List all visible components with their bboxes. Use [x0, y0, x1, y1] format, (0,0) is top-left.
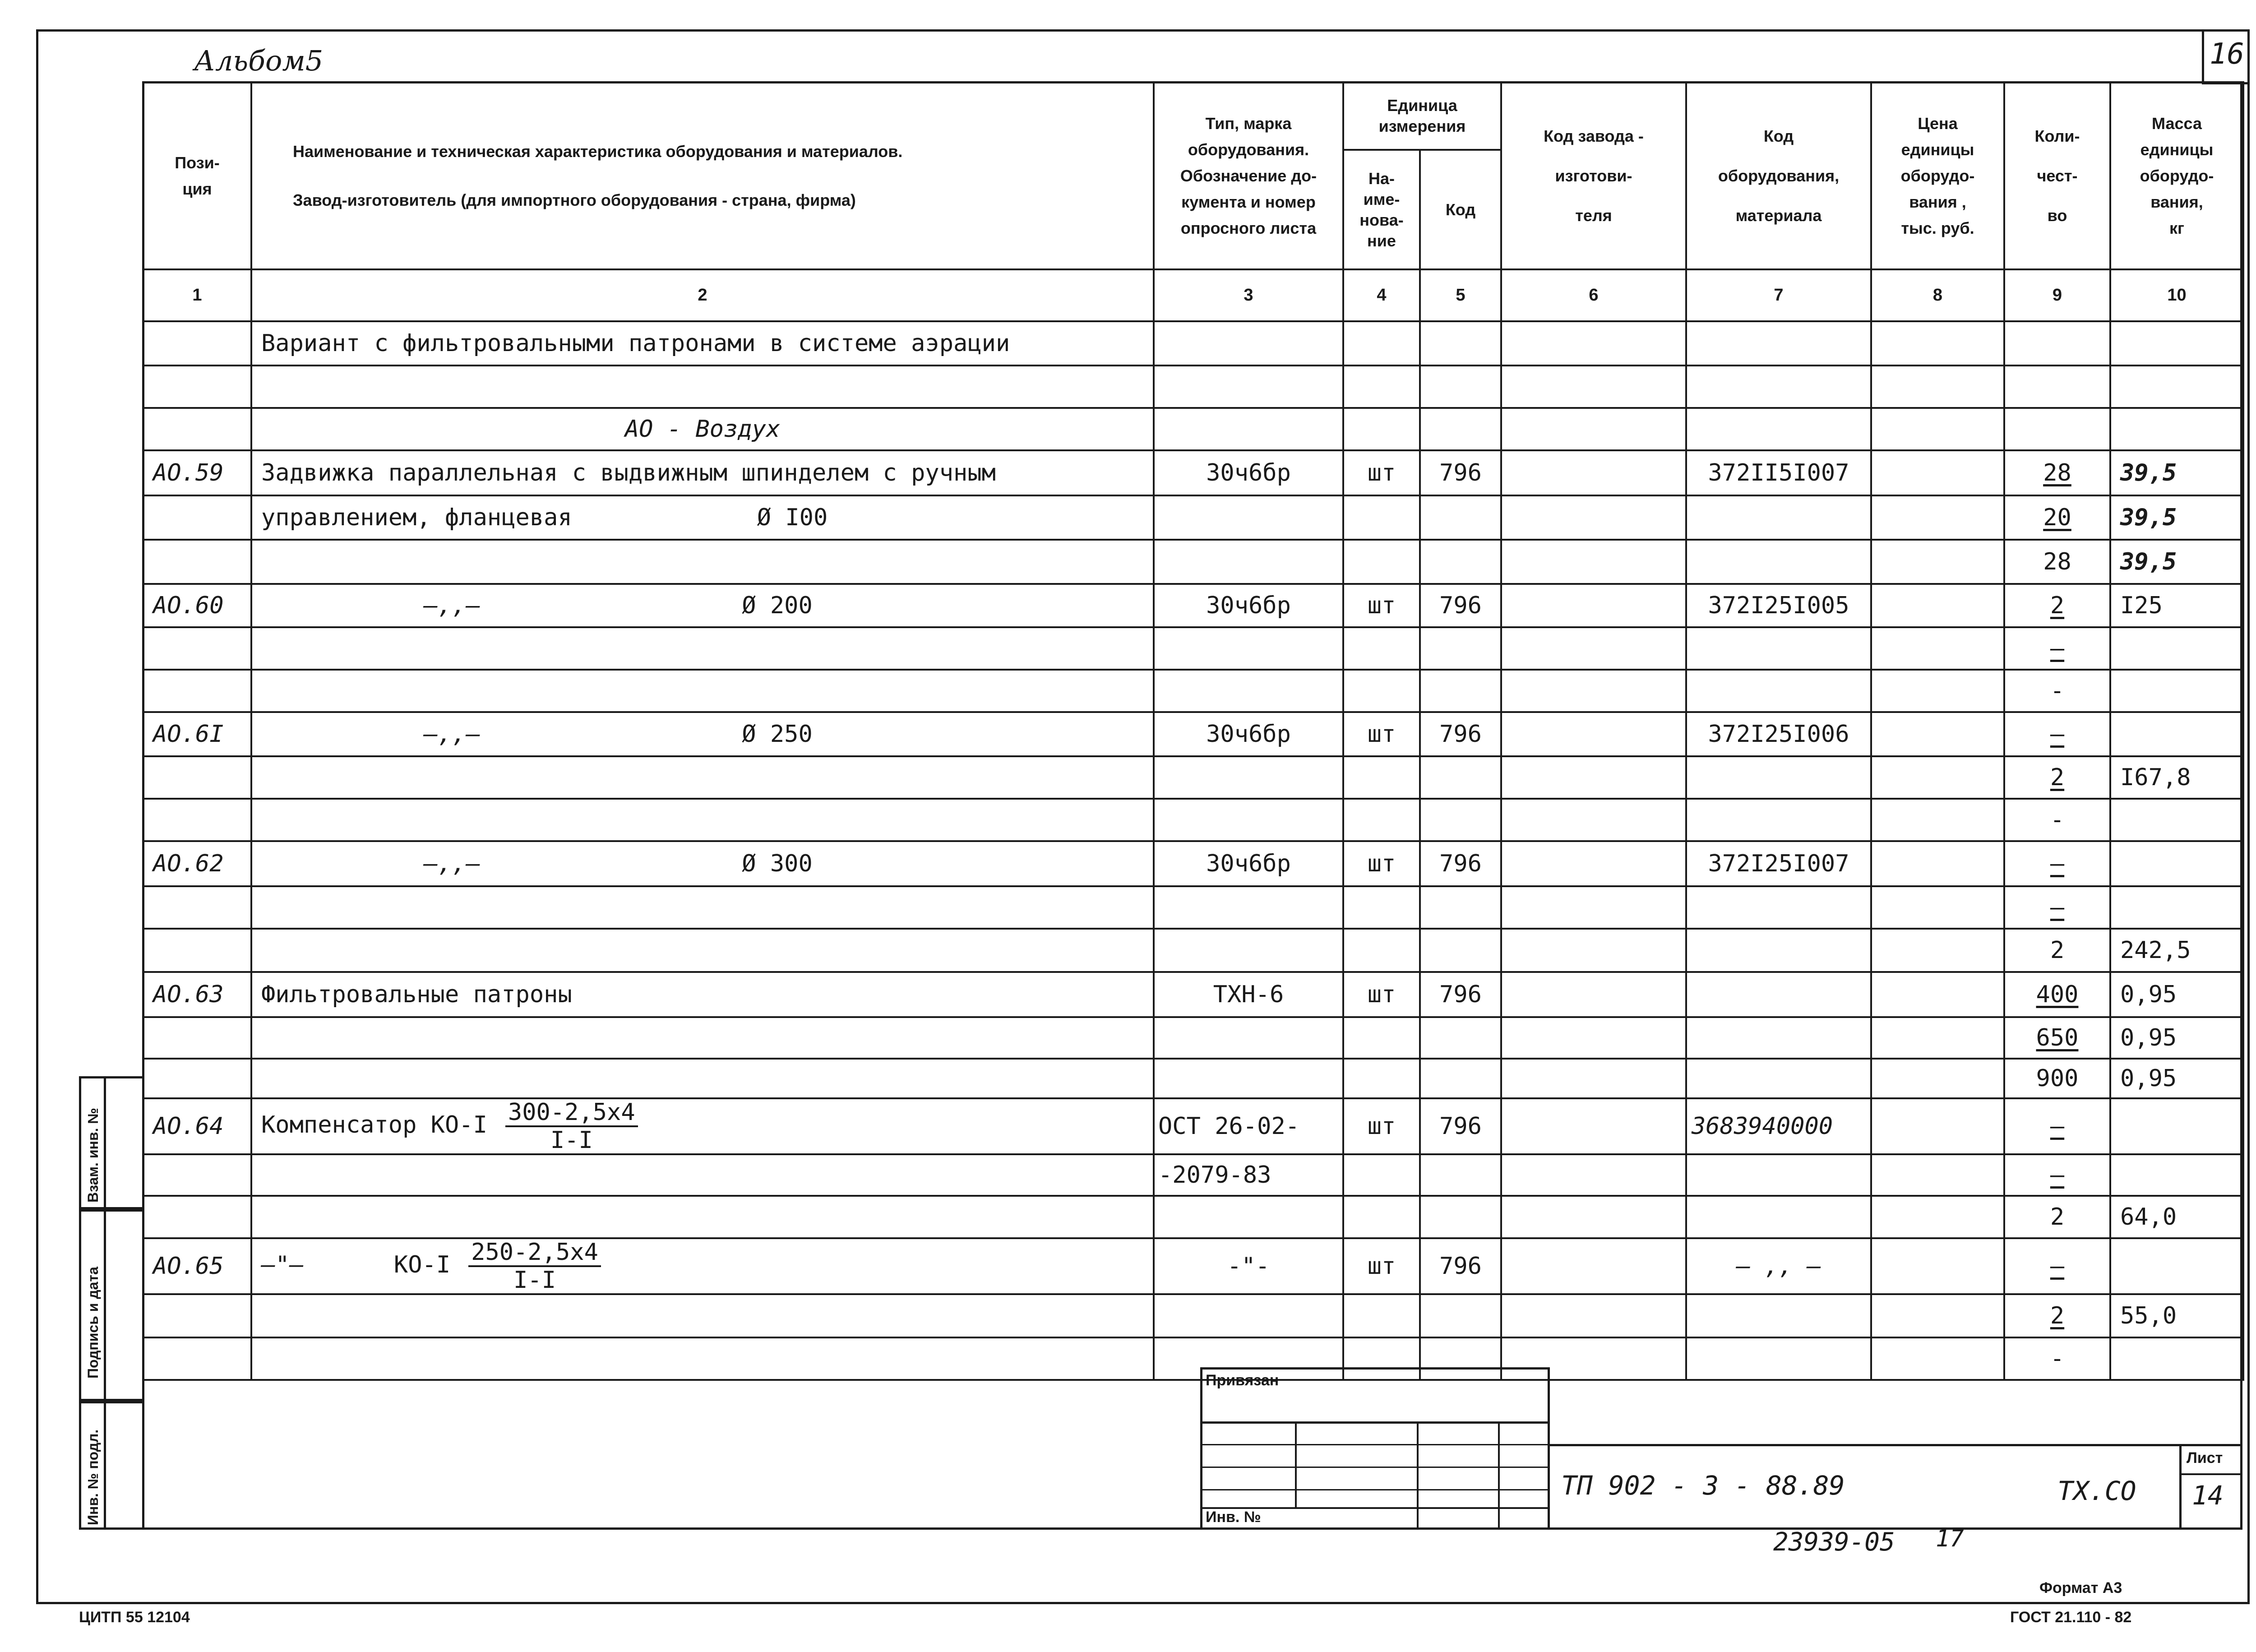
row-position: АО.59: [143, 450, 251, 495]
row-mass: 0,95: [2110, 972, 2243, 1017]
table-row: [143, 972, 2243, 1017]
table-row: [143, 408, 2243, 450]
row-unit: шт: [1343, 1238, 1420, 1294]
header-unit-name: На- име- нова- ние: [1343, 150, 1420, 269]
row-mass: 242,5: [2110, 929, 2243, 972]
side-label-podpis: Подпись и дата: [85, 1267, 101, 1379]
row-mass: 39,5: [2110, 495, 2243, 540]
table-row: [143, 1017, 2243, 1059]
table-row: [143, 1337, 2243, 1380]
header-position: Пози- ция: [143, 82, 251, 269]
row-quantity: 650: [2004, 1017, 2110, 1059]
row-name: –,,– Ø 300: [251, 841, 1154, 886]
side-label-vzam: Взам. инв. №: [85, 1108, 101, 1203]
row-name: –,,– Ø 250: [251, 712, 1154, 756]
table-row: [143, 1196, 2243, 1238]
archive-number: 23939-05: [1773, 1527, 1895, 1557]
side-label-inv-podl: Инв. № подл.: [85, 1429, 101, 1525]
sheet-number: 14: [2192, 1480, 2224, 1511]
row-position: АО.60: [143, 584, 251, 627]
row-quantity: 28: [2004, 540, 2110, 584]
table-row: [143, 321, 2243, 366]
doc-code: ТП 902 - 3 - 88.89: [1561, 1470, 1845, 1501]
row-quantity: 2: [2004, 584, 2110, 627]
row-quantity: –: [2004, 1098, 2110, 1154]
row-type: ОСТ 26-02-: [1154, 1098, 1343, 1154]
row-quantity: -: [2004, 799, 2110, 841]
row-mass: 0,95: [2110, 1017, 2243, 1059]
row-quantity: 20: [2004, 495, 2110, 540]
row-type: 30ч6бр: [1154, 712, 1343, 756]
header-price: Цена единицы оборудо- вания , тыс. руб.: [1871, 82, 2004, 269]
table-row: [143, 584, 2243, 627]
row-mass: 0,95: [2110, 1059, 2243, 1098]
row-mass: I25: [2110, 584, 2243, 627]
row-unit: шт: [1343, 584, 1420, 627]
row-quantity: –: [2004, 1238, 2110, 1294]
header-quantity: Коли- чест- во: [2004, 82, 2110, 269]
archive-page: 17: [1936, 1525, 1964, 1552]
row-quantity: 400: [2004, 972, 2110, 1017]
row-quantity: -: [2004, 1337, 2110, 1380]
row-position: АО.64: [143, 1098, 251, 1154]
compensator-fraction: $\frac{250-2,5х4}{I-I}$: [468, 1239, 601, 1293]
row-mass: 39,5: [2110, 450, 2243, 495]
row-mass: 55,0: [2110, 1294, 2243, 1337]
table-row: [143, 756, 2243, 799]
row-unit: шт: [1343, 972, 1420, 1017]
row-quantity: –: [2004, 886, 2110, 929]
table-row: [143, 1059, 2243, 1098]
row-name: Задвижка параллельная с выдвижным шпинделем с ручным: [251, 450, 1154, 495]
row-mass: 64,0: [2110, 1196, 2243, 1238]
row-quantity: –: [2004, 712, 2110, 756]
row-equipment-code: 372I25I006: [1686, 712, 1871, 756]
section-title: АО - Воздух: [251, 408, 1154, 450]
table-row: [143, 450, 2243, 495]
row-type: -2079-83: [1154, 1154, 1343, 1196]
row-position: АО.6I: [143, 712, 251, 756]
table-row: [143, 799, 2243, 841]
row-position: АО.65: [143, 1238, 251, 1294]
header-type: Тип, марка оборудования. Обозначение до- кумента и номер опросного листа: [1154, 82, 1343, 269]
row-code: 796: [1420, 972, 1501, 1017]
table-row: [143, 1098, 2243, 1154]
format-label: Формат А3: [2039, 1579, 2122, 1596]
header-equipment-code: Код оборудования, материала: [1686, 82, 1871, 269]
header-unit: Единица измерения: [1343, 82, 1501, 150]
sheet-label: Лист: [2187, 1449, 2223, 1467]
stamp-inv-no: Инв. №: [1206, 1509, 1261, 1526]
row-code: 796: [1420, 1098, 1501, 1154]
gost-label: ГОСТ 21.110 - 82: [2010, 1609, 2132, 1626]
row-name: –,,– Ø 200: [251, 584, 1154, 627]
row-code: 796: [1420, 584, 1501, 627]
row-code: 796: [1420, 450, 1501, 495]
row-type: 30ч6бр: [1154, 841, 1343, 886]
table-row: [143, 1154, 2243, 1196]
row-equipment-code: 372I25I007: [1686, 841, 1871, 886]
row-position: АО.62: [143, 841, 251, 886]
row-name: Вариант с фильтровальными патронами в системе аэрации: [251, 321, 1154, 366]
row-quantity: –: [2004, 1154, 2110, 1196]
table-row: [143, 540, 2243, 584]
row-code: 796: [1420, 841, 1501, 886]
row-quantity: 2: [2004, 1294, 2110, 1337]
table-row: [143, 886, 2243, 929]
table-row: [143, 929, 2243, 972]
row-equipment-code: – ,, –: [1686, 1238, 1871, 1294]
row-unit: шт: [1343, 1098, 1420, 1154]
row-quantity: -: [2004, 670, 2110, 712]
row-name: Компенсатор КО-I $\frac{300-2,5х4}{I-I}$: [251, 1098, 1154, 1154]
table-row: [143, 495, 2243, 540]
row-mass: 39,5: [2110, 540, 2243, 584]
header-row: [143, 82, 2243, 150]
sheet-code: ТХ.СО: [2057, 1476, 2136, 1506]
table-row: [143, 1238, 2243, 1294]
header-name: Наименование и техническая характеристика оборудования и материалов. Завод-изготовитель (для импортного оборудования - страна, фирма): [251, 82, 1154, 269]
row-unit: шт: [1343, 841, 1420, 886]
row-name: управлением, фланцевая Ø I00: [251, 495, 1154, 540]
table-row: [143, 1294, 2243, 1337]
album-label: Альбом5: [194, 44, 324, 77]
stamp-privyazan-box: [1200, 1367, 1550, 1530]
row-equipment-code: 372II5I007: [1686, 450, 1871, 495]
row-position: АО.63: [143, 972, 251, 1017]
row-quantity: 2: [2004, 929, 2110, 972]
row-type: 30ч6бр: [1154, 450, 1343, 495]
row-mass: I67,8: [2110, 756, 2243, 799]
row-equipment-code: 3683940000: [1686, 1098, 1871, 1154]
compensator-fraction: $\frac{300-2,5х4}{I-I}$: [505, 1099, 638, 1153]
specification-table: [142, 81, 2244, 1381]
row-equipment-code: 372I25I005: [1686, 584, 1871, 627]
row-name: Фильтровальные патроны: [251, 972, 1154, 1017]
row-unit: шт: [1343, 712, 1420, 756]
header-unit-code: Код: [1420, 150, 1501, 269]
table-row: [143, 670, 2243, 712]
table-row: [143, 841, 2243, 886]
row-type: ТХН-6: [1154, 972, 1343, 1017]
row-quantity: 2: [2004, 1196, 2110, 1238]
row-quantity: 28: [2004, 450, 2110, 495]
stamp-privyazan: Привязан: [1206, 1372, 1279, 1389]
table-row: [143, 627, 2243, 670]
row-code: 796: [1420, 712, 1501, 756]
row-type: 30ч6бр: [1154, 584, 1343, 627]
row-quantity: –: [2004, 627, 2110, 670]
table-row: [143, 366, 2243, 408]
table-row: [143, 712, 2243, 756]
page-number: 16: [2202, 29, 2250, 84]
row-name: –"– КО-I $\frac{250-2,5х4}{I-I}$: [251, 1238, 1154, 1294]
row-unit: шт: [1343, 450, 1420, 495]
row-type: -"-: [1154, 1238, 1343, 1294]
column-numbers-row: 1 2 3 4 5 6 7 8 9 10: [143, 269, 2243, 321]
citp-label: ЦИТП 55 12104: [79, 1609, 190, 1626]
row-quantity: –: [2004, 841, 2110, 886]
row-quantity: 900: [2004, 1059, 2110, 1098]
header-factory-code: Код завода - изготови- теля: [1501, 82, 1686, 269]
row-quantity: 2: [2004, 756, 2110, 799]
row-code: 796: [1420, 1238, 1501, 1294]
header-mass: Масса единицы оборудо- вания, кг: [2110, 82, 2243, 269]
